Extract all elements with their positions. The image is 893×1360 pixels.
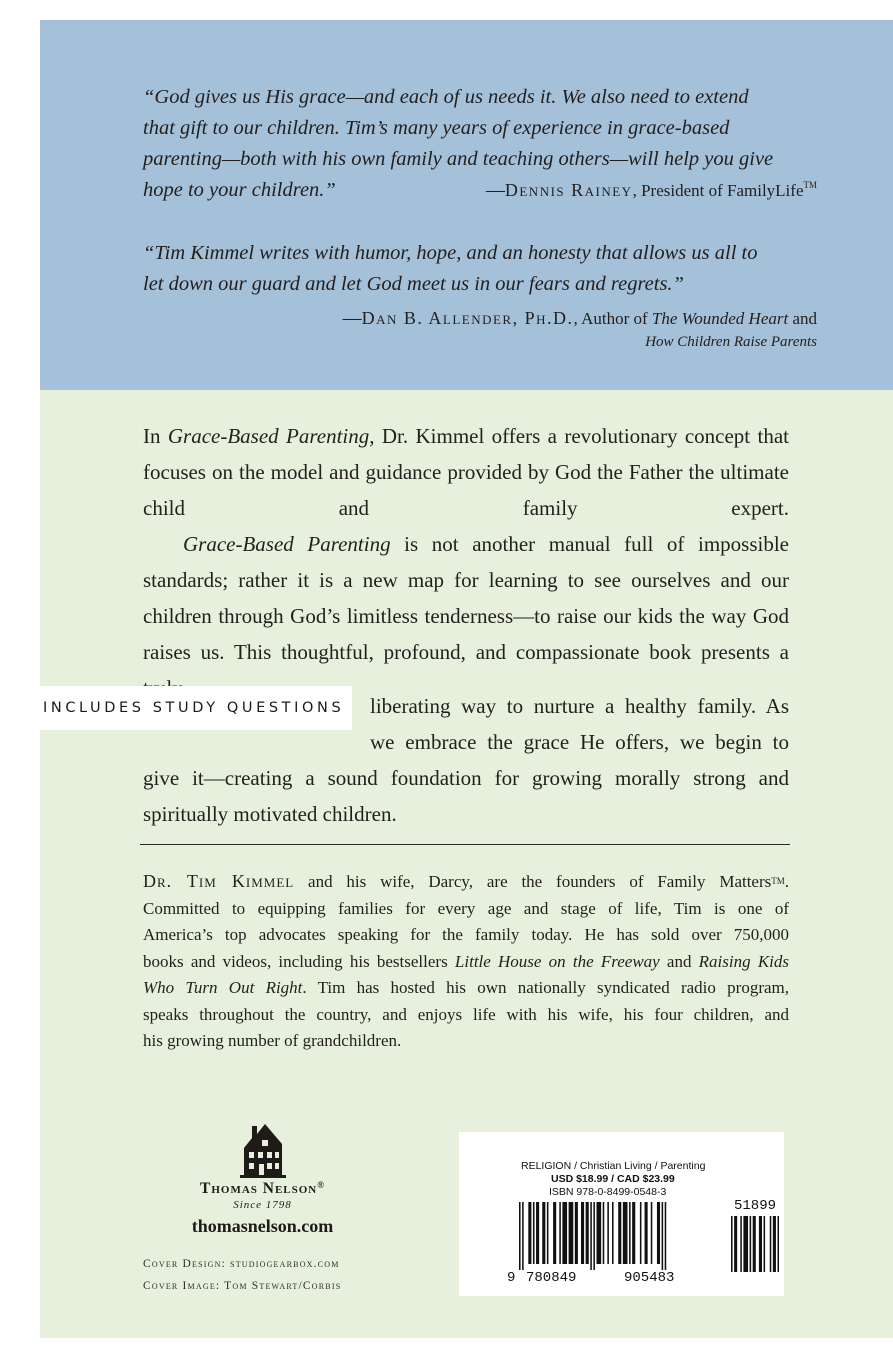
endorser-name: Dennis Rainey xyxy=(504,180,633,200)
price: USD $18.99 / CAD $23.99 xyxy=(551,1173,675,1185)
barcode-bar xyxy=(603,1202,605,1264)
barcode-bar xyxy=(759,1216,762,1272)
barcode-bar xyxy=(542,1202,545,1264)
barcode-bar xyxy=(559,1202,561,1264)
endorsement-quote-2: “Tim Kimmel writes with humor, hope, and an honesty that allows us all to let down our guard and let God meet us in our fears and regrets.” xyxy=(143,242,758,295)
barcode-bar xyxy=(528,1202,531,1264)
endorsement-quote-1: “God gives us His grace—and each of us needs it. We also need to extend that gift to our children. Tim’s many years of experience in grace-based parenting—both with his own family and teaching others—will help you give hope to your children.” xyxy=(143,86,774,201)
endorser-name: Dan B. Allender, Ph.D. xyxy=(361,308,574,328)
addon-digits: 51899 xyxy=(734,1198,777,1214)
barcode-bar xyxy=(590,1202,592,1270)
book-title: The Wounded Heart xyxy=(651,309,789,328)
barcode-bar xyxy=(547,1202,549,1264)
author-name: Dr. Tim Kimmel xyxy=(143,871,295,891)
barcode-bar xyxy=(519,1202,521,1270)
book-title: Grace-Based Parenting xyxy=(167,424,370,448)
barcode-digits-right: 905483 xyxy=(624,1270,675,1286)
barcode-bar xyxy=(645,1202,648,1264)
barcode-bar xyxy=(665,1202,667,1270)
publisher-house-logo-icon xyxy=(240,1120,286,1178)
book-title: Little House on the Freeway xyxy=(454,951,660,971)
barcode-bar xyxy=(623,1202,628,1264)
barcode-bar xyxy=(618,1202,621,1264)
back-cover xyxy=(40,20,893,1338)
publisher-block xyxy=(140,1120,385,1237)
cover-design-credit: Cover Design: studiogearbox.com xyxy=(143,1258,340,1270)
barcode-bar xyxy=(753,1216,756,1272)
barcode-bar xyxy=(734,1216,737,1272)
description-paragraph-2: Grace-Based Parenting is not another manual full of impossible standards; rather it is a new map for learning to see ourselves and our children through God’s limitless tenderness—to raise our kids the way God raises us. This thoughtful, profound, and compassionate book presents a xyxy=(143,532,789,664)
book-description xyxy=(143,418,789,706)
endorsement-attribution-2: —Dan B. Allender, Ph.D., Author of The Wounded Heart and xyxy=(342,308,817,329)
description-paragraph-1: In Grace-Based Parenting, Dr. Kimmel offers a revolutionary concept that focuses on the model and guidance provided by God the Father the ultimate child and family expert. xyxy=(143,424,789,520)
barcode-bar xyxy=(629,1202,631,1264)
author-bio: Dr. Tim Kimmel and his wife, Darcy, are the founders of Family Matters™. Committed to equipping families for every age and stage of life, Tim is one of America’s top advocates speaking for the family today. He has sold over 750,000 books and videos, including his bestsellers Little House on the Freeway and Raising Kids Who Turn Out Right. Tim has hosted his own nationally syndicated radio program, speaks throughout the country, and enjoys life with his wife, his four children, and his growing number of grandchildren. xyxy=(143,871,790,1050)
barcode-bar xyxy=(764,1216,766,1272)
barcode-bar xyxy=(533,1202,535,1264)
description-closing-lines: give it—creating a sound foundation for growing morally strong and spiritually motivated children. xyxy=(143,766,789,826)
ean-barcode xyxy=(519,1202,719,1272)
cover-image-credit: Cover Image: Tom Stewart/Corbis xyxy=(143,1280,342,1292)
barcode-bar xyxy=(662,1202,664,1270)
study-questions-banner: INCLUDES STUDY QUESTIONS xyxy=(40,686,352,730)
barcode-bar xyxy=(612,1202,614,1264)
barcode-bar xyxy=(569,1202,574,1264)
endorsement-attribution-1: —Dennis Rainey, President of FamilyLife™ xyxy=(485,180,817,201)
barcode-bar xyxy=(597,1202,602,1264)
barcode-bar xyxy=(731,1216,733,1272)
bisac-category: RELIGION / Christian Living / Parenting xyxy=(521,1160,706,1172)
book-title: How Children Raise Parents xyxy=(645,334,817,350)
barcode-digits-left: 780849 xyxy=(526,1270,577,1286)
publisher-name: Thomas Nelson® xyxy=(200,1180,325,1197)
endorser-role: President of FamilyLife xyxy=(641,181,804,200)
barcode-block xyxy=(459,1132,784,1296)
barcode-bar xyxy=(607,1202,609,1264)
book-title: Who Turn Out Right xyxy=(143,978,303,997)
book-title: Raising Kids xyxy=(698,951,790,971)
barcode-bar xyxy=(651,1202,653,1264)
barcode-bar xyxy=(593,1202,595,1270)
barcode-bar xyxy=(657,1202,660,1264)
barcode-bar xyxy=(581,1202,584,1264)
barcode-first-digit: 9 xyxy=(507,1270,516,1286)
book-title: Grace-Based Parenting xyxy=(183,532,391,556)
section-divider xyxy=(140,844,790,845)
barcode-bar xyxy=(773,1216,776,1272)
barcode-bar xyxy=(743,1216,748,1272)
addon-barcode xyxy=(731,1216,779,1276)
barcode-bar xyxy=(562,1202,567,1264)
barcode-bar xyxy=(750,1216,752,1272)
barcode-bar xyxy=(553,1202,556,1264)
barcode-bar xyxy=(536,1202,539,1264)
barcode-bar xyxy=(740,1216,742,1272)
publisher-since: Since 1798 xyxy=(233,1199,292,1211)
barcode-bar xyxy=(632,1202,635,1264)
description-wrapped-lines: liberating way to nurture a healthy family. As we embrace the grace He offers, we begin to xyxy=(370,694,789,754)
endorsements-panel xyxy=(40,20,893,390)
barcode-bar xyxy=(770,1216,772,1272)
barcode-bar xyxy=(522,1202,524,1270)
publisher-url: thomasnelson.com xyxy=(191,1216,334,1236)
isbn: ISBN 978-0-8499-0548-3 xyxy=(549,1186,667,1198)
barcode-bar xyxy=(575,1202,578,1264)
barcode-bar xyxy=(586,1202,589,1264)
barcode-bar xyxy=(640,1202,642,1264)
barcode-bar xyxy=(778,1216,780,1272)
